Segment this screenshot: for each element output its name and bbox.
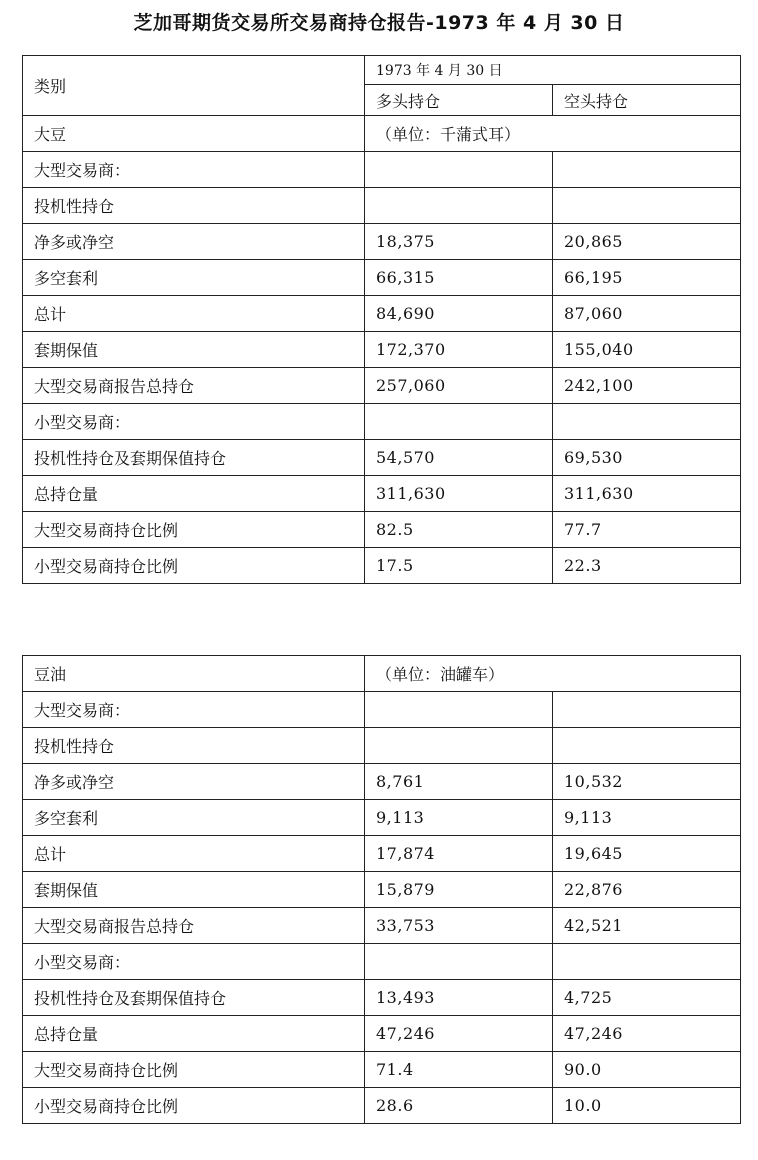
table-row [23,836,741,872]
table-row [23,764,741,800]
short-position-value [553,692,741,728]
row-label: 投机性持仓 [23,188,365,224]
long-position-value: 71.4 [365,1052,553,1088]
row-label: 多空套利 [23,260,365,296]
commodity-name: 大豆 [23,116,365,152]
long-position-value: 17,874 [365,836,553,872]
long-position-value: 84,690 [365,296,553,332]
unit-label: （单位：油罐车） [365,656,741,692]
short-position-value [553,404,741,440]
long-position-value: 66,315 [365,260,553,296]
row-label: 小型交易商持仓比例 [23,1088,365,1124]
table-row [23,1052,741,1088]
commodity-row [23,656,741,692]
short-position-value [553,728,741,764]
long-position-value [365,188,553,224]
long-position-value [365,404,553,440]
short-position-value [553,944,741,980]
table-row [23,368,741,404]
long-position-value: 257,060 [365,368,553,404]
page-title: 芝加哥期货交易所交易商持仓报告-1973 年 4 月 30 日 [133,12,625,34]
row-label: 小型交易商持仓比例 [23,548,365,584]
short-position-value: 22.3 [553,548,741,584]
table-row [23,872,741,908]
soybean-body [23,152,741,584]
row-label: 大型交易商报告总持仓 [23,908,365,944]
table-row [23,332,741,368]
table-row [23,800,741,836]
table-row [23,296,741,332]
short-position-value: 19,645 [553,836,741,872]
table-row [23,728,741,764]
table-row [23,908,741,944]
row-label: 小型交易商： [23,944,365,980]
row-label: 多空套利 [23,800,365,836]
long-position-value: 311,630 [365,476,553,512]
table-row [23,548,741,584]
short-position-value: 87,060 [553,296,741,332]
row-label: 净多或净空 [23,764,365,800]
short-position-value: 69,530 [553,440,741,476]
table-row [23,224,741,260]
table-row [23,980,741,1016]
long-position-value [365,944,553,980]
row-label: 大型交易商持仓比例 [23,1052,365,1088]
short-position-value: 311,630 [553,476,741,512]
long-position-value: 18,375 [365,224,553,260]
row-label: 大型交易商： [23,692,365,728]
row-label: 大型交易商持仓比例 [23,512,365,548]
table-row [23,1016,741,1052]
table-row [23,152,741,188]
long-position-value: 28.6 [365,1088,553,1124]
table-row [23,692,741,728]
short-position-value: 10.0 [553,1088,741,1124]
short-position-value: 77.7 [553,512,741,548]
short-position-value: 9,113 [553,800,741,836]
long-position-header: 多头持仓 [365,85,553,116]
long-position-value: 47,246 [365,1016,553,1052]
row-label: 总计 [23,836,365,872]
row-label: 套期保值 [23,332,365,368]
short-position-header: 空头持仓 [553,85,741,116]
header-row [23,56,741,85]
soyoil-body [23,692,741,1124]
short-position-value: 42,521 [553,908,741,944]
table-row [23,944,741,980]
short-position-value: 20,865 [553,224,741,260]
short-position-value [553,188,741,224]
short-position-value: 66,195 [553,260,741,296]
unit-label: （单位：千蒲式耳） [365,116,741,152]
short-position-value: 155,040 [553,332,741,368]
long-position-value: 54,570 [365,440,553,476]
long-position-value: 13,493 [365,980,553,1016]
row-label: 大型交易商： [23,152,365,188]
long-position-value: 17.5 [365,548,553,584]
row-label: 净多或净空 [23,224,365,260]
table-row [23,188,741,224]
table-row [23,404,741,440]
table-row [23,476,741,512]
long-position-value: 15,879 [365,872,553,908]
table-row [23,1088,741,1124]
long-position-value: 9,113 [365,800,553,836]
short-position-value: 10,532 [553,764,741,800]
short-position-value: 4,725 [553,980,741,1016]
long-position-value [365,692,553,728]
commodity-row [23,116,741,152]
date-header: 1973 年 4 月 30 日 [365,56,741,85]
short-position-value: 22,876 [553,872,741,908]
category-header: 类别 [23,56,365,116]
short-position-value: 90.0 [553,1052,741,1088]
row-label: 投机性持仓及套期保值持仓 [23,440,365,476]
soyoil-table [22,655,741,1124]
row-label: 总计 [23,296,365,332]
table-row [23,512,741,548]
row-label: 投机性持仓 [23,728,365,764]
short-position-value [553,152,741,188]
long-position-value [365,728,553,764]
long-position-value [365,152,553,188]
long-position-value: 33,753 [365,908,553,944]
row-label: 总持仓量 [23,1016,365,1052]
long-position-value: 82.5 [365,512,553,548]
row-label: 投机性持仓及套期保值持仓 [23,980,365,1016]
soybean-table [22,55,741,584]
long-position-value: 172,370 [365,332,553,368]
row-label: 小型交易商： [23,404,365,440]
table-row [23,260,741,296]
row-label: 大型交易商报告总持仓 [23,368,365,404]
short-position-value: 47,246 [553,1016,741,1052]
commodity-name: 豆油 [23,656,365,692]
long-position-value: 8,761 [365,764,553,800]
table-row [23,440,741,476]
row-label: 套期保值 [23,872,365,908]
row-label: 总持仓量 [23,476,365,512]
short-position-value: 242,100 [553,368,741,404]
